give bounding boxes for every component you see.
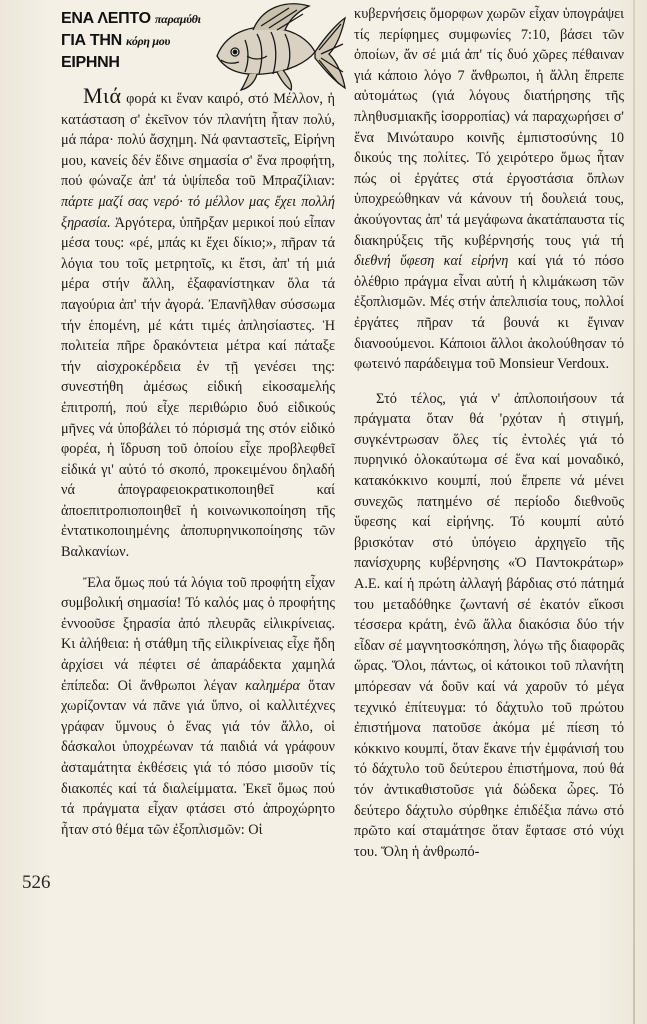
heading-line-2-text: ΓΙΑ ΤΗΝ [61,32,122,49]
paragraph-2-body: Ἔλα ὅμως πού τά λόγια τοῦ προφήτη εἶχαν συμβολική σημασία! Τό καλός μας ὁ προφήτης ἐννοοῦσε ξηρασία ἀπό πλευρᾶς εἰλικρίνειας. Κι ἀλήθεια: ἡ στάθμη τῆς εἰλικρίνειας εἶχε ἤδη ἀρχίσει νά πέφτει σέ ἀπαράδεκτα χαμηλά ἐπίπεδα: Οἱ ἄνθρωποι λέγαν [61,574,335,694]
heading-line-1-subtitle: παραμύθι [154,12,201,26]
heading-line-3: ΕΙΡΗΝΗ [61,54,120,71]
paragraph-1-lead: Μιά [83,83,122,108]
paragraph-1-end: Ἀργότερα, ὑπῆρξαν μερικοί πού εἶπαν μέσα τους: «ρέ, μπάς κι ἔχει δίκιο;», πῆραν τά λόγια του τοῖς μετρητοῖς, κι ἔτσι, ἀπ' τή μιά μέρα στήν ἄλλη, ἐξαφανίστηκαν ὅλα τά παγούρια ἀπ' τήν ἀγορά. Ἐπανῆλθαν σύσσωμα τήν ἑπομένη, μέ κάτι τιμές ἀπλησίαστες. Ἡ πολιτεία πῆρε δρακόντεια μέτρα καί πάταξε τήν αἰσχροκέρδεια ἐν τῇ γενέσει της: συνεστήθη ἀμέσως εἰδική εἰκοσαμελής ἐπιτροπή, πού εἶχε περιθώριο δυό εἰδικούς μῆνες νά ὑποβάλει τό πόρισμά της στόν εἰδικό φορέα, ἡ ἵδρυση τοῦ ὁποίου εἶχε προβλεφθεῖ εἰδικά γι' αὐτό τό σκοπό, προκειμένου δηλαδή νά ἀπογραφειοκρατικοποιηθεῖ καί ἀποεπιτροπιοποιηθεῖ ἡ κοινωνικοποίηση τῆς ἐντατικοποιημένης ἀποπυρηνικοποίησης τῶν Βαλκανίων. [61,214,335,561]
paragraph-3 [354,4,624,375]
paragraph-3-body: κυβερνήσεις ὅμορφων χωρῶν εἶχαν ὑπογράψει τίς περίφημες συμφωνίες 7:10, βάσει τῶν ὁποίων, ἄν σέ μιά ἀπ' τίς δυό χῶρες πέθαιναν γιά κάποιο λόγο 7 ἄνθρωποι, ἡ ἄλλη ἔπρεπε αὐτομάτως (γιά λόγους διατήρησης τῆς πληθυσμιακῆς ἰσορροπίας) νά παραχωρήσει σ' ἕνα Μινώταυρο κοινῆς ἐμπιστοσύνης 10 δικούς της πολίτες. Τό χειρότερο ὅμως ἦταν πώς οἱ ἐργάτες στά ἐργοστάσια ὅπλων ὑποχρεώθηκαν νά κάνουν τή δουλειά τους, ἀκούγοντας ἀπ' τά μεγάφωνα ἀκατάπαυστα τίς διακηρύξεις τῆς κυβέρνησής τους γιά τή [354,6,624,249]
paragraph-1 [61,83,335,563]
goldfish-icon [197,0,347,92]
article-heading [61,8,335,86]
paragraph-3-end: καί γιά τό πόσο ὀλέθριο πράγμα εἶναι αὐτή ἡ κλιμάκωση τῶν ἐξοπλισμῶν. Μές στήν ἀπελπισία τους, πολλοί ἐργάτες πῆραν τά βουνά κι ἔγιναν διανοούμενοι. Κάποιοι ἄλλοι ἀκολούθησαν τό φωτεινό παράδειγμα τοῦ Monsieur Verdoux. [354,253,624,373]
heading-line-2-subtitle: κόρη μου [126,34,171,48]
page-edge [633,0,635,1024]
page-number: 526 [22,872,51,893]
paragraph-4: Στό τέλος, γιά ν' ἁπλοποιήσουν τά πράγματα ὅταν θά 'ρχόταν ἡ στιγμή, συγκέντρωσαν ὅλες τίς ἐντολές γιά τό πυρηνικό ὁλοκαύτωμα σέ ἕνα καί μοναδικό, κατακόκκινο κουμπί, πού ἔπρεπε νά μένει συνεχῶς πατημένο σέ περίοδο διεθνοῦς ὕφεσης καί εἰρήνης. Τό κουμπί αὐτό βρισκόταν στό ὑπόγειο ἀρχηγεῖο τῆς πανίσχυρης κυβέρνησης «Ὁ Παντοκράτωρ» Α.Ε. καί ἡ πρώτη ἀλλαγή βάρδιας στό πάτημά του μεταδόθηκε ζωντανή σέ ἑκατόν εἴκοσι τέσσερα κράτη, ἐνῶ ἄλλα διακόσια δύο τήν εἶδαν σέ μαγνητοσκόπηση, λόγω τῆς διαφορᾶς ὥρας. Ὅλοι, πάντως, οἱ κάτοικοι τοῦ πλανήτη μπόρεσαν νά δοῦν καί νά χαροῦν τό μέγα τεχνικό ἐπίτευγμα: τό δάχτυλο τοῦ πρώτου ἐπιστήμονα πατοῦσε ἀκόμα μέ πίεση τό κόκκινο κουμπί, ὅταν ἔκανε τήν ἐμφάνισή του τό δάχτυλο τοῦ δεύτερου ἐπιστήμονα, πού θά τόν ἀντικαθιστοῦσε γιά δώδεκα ὧρες. Τό δεύτερο δάχτυλο σύρθηκε ἐπιδέξια πάνω στό πρῶτο καί σταμάτησε ὅταν ἔφτασε στό νύχι του. Ὅλη ἡ ἀνθρωπό- [354,390,624,860]
paragraph-1-body: φορά κι ἕναν καιρό, στό Μέλλον, ἡ κατάσταση σ' ἐκεῖνον τόν πλανήτη ἦταν πολύ, μά πάρα· πολύ ἄσχημη. Νά φανταστεῖς, Εἰρήνη μου, κανείς δέν ἔδινε σημασία σ' ἕνα προφήτη, πού φώναζε ἀπ' τά ὑψίπεδα τοῦ Μπραζίλιαν: [61,91,335,190]
paragraph-2 [61,573,335,841]
heading-line-1-text: ΕΝΑ ΛΕΠΤΟ [61,10,151,27]
paragraph-3-italic: διεθνή ὕφεση καί εἰρήνη [354,253,509,270]
right-column [354,4,624,862]
paragraph-2-italic: καλημέρα [245,677,300,694]
paragraph-1-italic: πάρτε μαζί σας νερό· τό μέλλον μας ἔχει πολλή ξηρασία. [61,193,335,231]
left-column [61,8,335,840]
paragraph-2-end: ὅταν χωρίζονταν νά πᾶνε γιά ὕπνο, οἱ καλλιτέχνες γράφαν ὕμνους ὁ ἕνας γιά τόν ἄλλο, οἱ δάσκαλοι ὑποχρέωναν τά παιδιά νά γράφουν ἀσταμάτητα ἐκθέσεις γιά τό πόσο μισοῦν τίς διακοπές καί τά διαλείμματα. Ἐκεῖ ὅμως πού τά πράγματα εἶχαν φτάσει στό ἀπροχώρητο ἦταν στό θέμα τῶν ἐξοπλισμῶν: Οἱ [61,677,335,838]
